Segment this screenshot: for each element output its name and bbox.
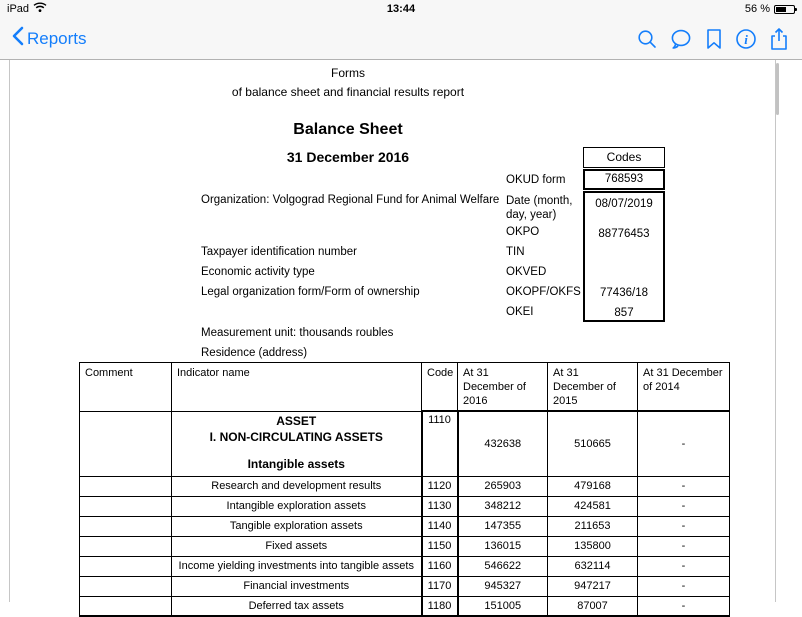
cell-2015: 947217 [548, 576, 638, 596]
activity-label: Economic activity type [201, 266, 315, 278]
cell-2015: 479168 [548, 476, 638, 496]
doc-title: Balance Sheet [293, 121, 403, 138]
cell-code: 1170 [422, 576, 458, 596]
header-code: Code [422, 363, 458, 412]
residence-label: Residence (address) [201, 347, 308, 359]
header-2014: At 31 December of 2014 [638, 363, 730, 412]
cell-2016: 147355 [458, 516, 548, 536]
cell-2014: - [638, 556, 730, 576]
cell-code: 1150 [422, 536, 458, 556]
table-row [80, 596, 730, 616]
cell-2014: - [638, 411, 730, 476]
cell-code: 1180 [422, 596, 458, 616]
cell-2014: - [638, 496, 730, 516]
codes-values-box [583, 191, 665, 322]
cell-2014: - [638, 516, 730, 536]
cell-section-name [172, 411, 422, 476]
cell-name: Financial investments [172, 576, 422, 596]
table-row [80, 496, 730, 516]
table-row [80, 476, 730, 496]
cell-2014: - [638, 536, 730, 556]
battery-percent: 56 % [744, 3, 770, 15]
cell-name: Intangible exploration assets [172, 496, 422, 516]
header-2015: At 31 December of 2015 [548, 363, 638, 412]
cell-2016: 546622 [458, 556, 548, 576]
cell-code: 1160 [422, 556, 458, 576]
table-row-section [80, 411, 730, 476]
section-line-intangible: Intangible assets [247, 456, 345, 471]
cell-name: Fixed assets [172, 536, 422, 556]
header-indicator-name: Indicator name [172, 363, 422, 412]
cell-2015: 211653 [548, 516, 638, 536]
table-row [80, 536, 730, 556]
cell-2016: 265903 [458, 476, 548, 496]
svg-text:i: i [744, 31, 748, 47]
status-bar [0, 0, 802, 18]
back-button[interactable] [12, 26, 87, 51]
cell-2016: 151005 [458, 596, 548, 616]
clock: 13:44 [386, 3, 416, 15]
okud-label: OKUD form [506, 174, 566, 186]
okei-label: OKEI [506, 306, 534, 318]
table-row [80, 556, 730, 576]
okpo-value: 88776453 [598, 228, 650, 240]
cell-2015: 135800 [548, 536, 638, 556]
back-label: Reports [27, 28, 87, 48]
device-label: iPad [7, 3, 30, 15]
form-caption-line2: of balance sheet and financial results report [231, 85, 465, 99]
cell-name: Income yielding investments into tangible assets [172, 556, 422, 576]
doc-title-date: 31 December 2016 [286, 149, 410, 165]
cell-2015: 632114 [548, 556, 638, 576]
bookmark-icon[interactable] [704, 28, 724, 50]
document-page [9, 60, 776, 612]
date-value: 08/07/2019 [595, 198, 653, 210]
okei-value: 857 [614, 307, 634, 319]
cell-2016: 945327 [458, 576, 548, 596]
cell-2016: 432638 [458, 411, 548, 476]
section-line-asset: ASSET [276, 414, 317, 429]
table-row [80, 576, 730, 596]
header-2016: At 31 December of 2016 [458, 363, 548, 412]
nav-bar [0, 18, 802, 60]
cell-code: 1120 [422, 476, 458, 496]
cell-name: Research and development results [172, 476, 422, 496]
info-icon[interactable] [735, 28, 757, 50]
okud-value-cell: 768593 [583, 169, 665, 190]
cell-2016: 348212 [458, 496, 548, 516]
tin-label: TIN [506, 246, 525, 258]
organization-line: Organization: Volgograd Regional Fund for Animal Welfare [201, 194, 500, 206]
cell-2016: 136015 [458, 536, 548, 556]
cell-2014: - [638, 596, 730, 616]
comment-icon[interactable] [669, 28, 693, 50]
cell-2015: 87007 [548, 596, 638, 616]
cell-2014: - [638, 476, 730, 496]
cell-code: 1140 [422, 516, 458, 536]
share-icon[interactable] [768, 27, 790, 51]
taxpayer-label: Taxpayer identification number [201, 246, 357, 258]
table-header-row [80, 363, 730, 412]
okopf-value: 77436/18 [600, 287, 648, 299]
cell-2014: - [638, 576, 730, 596]
cell-2015: 424581 [548, 496, 638, 516]
okpo-label: OKPO [506, 226, 540, 238]
search-icon[interactable] [636, 28, 658, 50]
header-comment: Comment [80, 363, 172, 412]
date-label: Date (month, day, year) [506, 195, 573, 222]
legal-form-label: Legal organization form/Form of ownership [201, 286, 420, 298]
cell-2015: 510665 [548, 411, 638, 476]
cell-code: 1130 [422, 496, 458, 516]
codes-header-cell: Codes [583, 147, 665, 168]
table-row [80, 516, 730, 536]
cell-name: Tangible exploration assets [172, 516, 422, 536]
form-caption-line1: Forms [331, 66, 365, 80]
cell-comment [80, 411, 172, 476]
scrollbar[interactable] [776, 63, 779, 115]
balance-sheet-table [79, 362, 730, 617]
measurement-label: Measurement unit: thousands roubles [201, 327, 394, 339]
okved-label: OKVED [506, 266, 547, 278]
battery-icon [774, 5, 795, 14]
section-line-noncirculating: I. NON-CIRCULATING ASSETS [209, 429, 383, 444]
cell-name: Deferred tax assets [172, 596, 422, 616]
cell-code: 1110 [422, 411, 458, 476]
back-chevron-icon [12, 26, 24, 51]
okopf-label: OKOPF/OKFS [506, 286, 581, 298]
